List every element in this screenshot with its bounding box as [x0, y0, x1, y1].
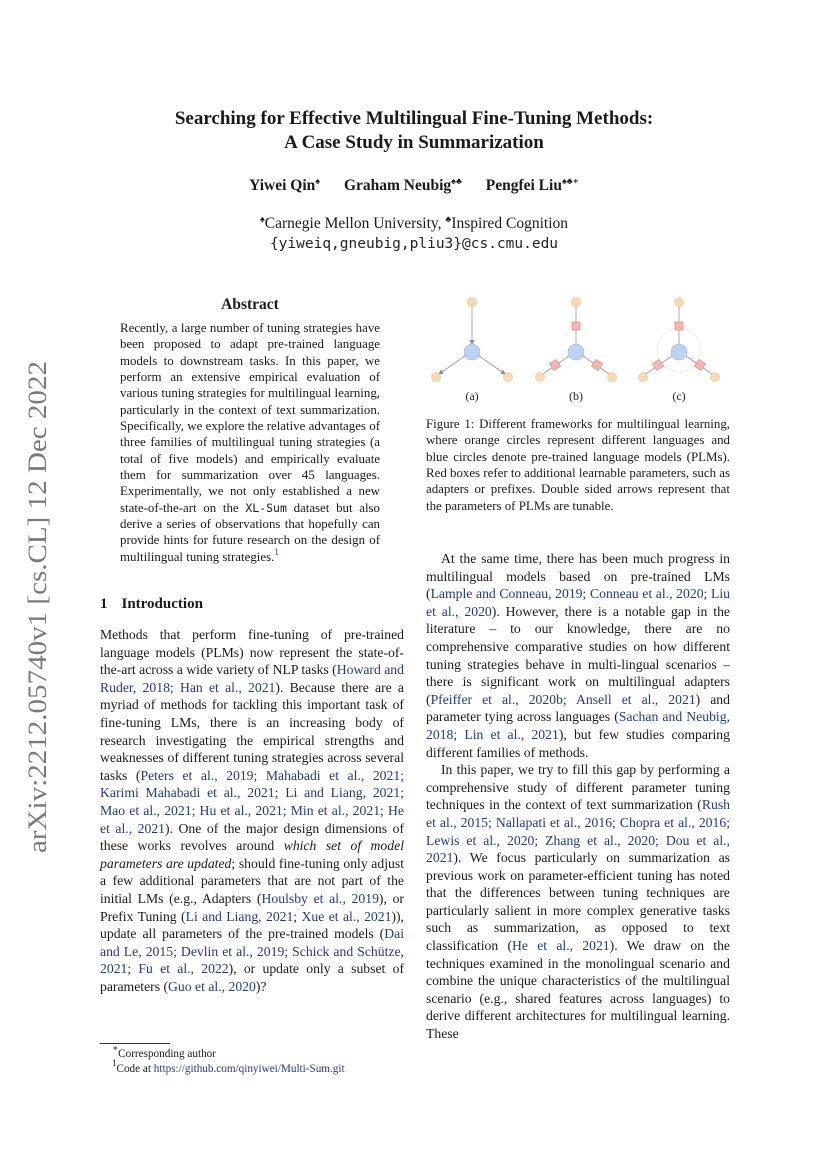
right-column-text: [426, 550, 730, 1043]
footnotes: [100, 1043, 404, 1077]
section-number: 1: [100, 596, 108, 612]
paragraph: At the same time, there has been much progress in multilingual models based on pre-trained LMs (Lample and Conneau, 2019; Conneau et al., 2020; Liu et al., 2020). However, there is a notable gap in the literature – to our knowledge, there are no comprehensive comparative studies on how different tuning strategies behave in multi-lingual scenarios – there is significant work on multilingual adapters (Pfeiffer et al., 2020b; Ansell et al., 2021) and parameter tying across languages (Sachan and Neubig, 2018; Lin et al., 2021), but few studies comparing different families of methods.: [426, 551, 730, 760]
language-node: [504, 373, 513, 382]
citation-link[interactable]: Pfeiffer et al., 2020b; Ansell et al., 2021: [430, 691, 696, 707]
language-node: [432, 373, 441, 382]
plm-node: [464, 344, 480, 360]
paper-title: [100, 107, 728, 155]
subfigure-label: (b): [569, 389, 583, 403]
framework-b: [536, 298, 617, 382]
citation-link[interactable]: He et al., 2021: [512, 938, 610, 954]
subfigure-label: (a): [465, 389, 479, 403]
edge: [439, 356, 465, 374]
abstract-text: Recently, a large number of tuning strategies have been proposed to adapt pre-trained language models to downstream tasks. In this paper, we perform an extensive empirical evaluation of various tuning strategies for multilingual learning, particularly in the context of text summarization. Specifically, we explore the relative advantages of three families of multilingual tuning strategies (a total of five models) and empirically evaluate them for summarization over 45 languages. Experimentally, we not only established a new state-of-the-art on the XL-Sum dataset but also derive a series of observations that hopefully can provide hints for future research on the design of multilingual tuning strategies.$^1$: [120, 321, 380, 564]
language-node: [468, 298, 477, 307]
section-title: Introduction: [121, 596, 203, 612]
author: Yiwei Qin♠: [249, 176, 321, 194]
title-line-1: Searching for Effective Multilingual Fine-Tuning Methods:: [174, 108, 654, 129]
citation-link[interactable]: Guo et al., 2020: [168, 978, 256, 994]
author-list: [100, 177, 728, 195]
author-mark: ♠♣: [451, 176, 462, 186]
author-emails: {yiweiq,gneubig,pliu3}@cs.cmu.edu: [269, 236, 559, 252]
author: Graham Neubig♠♣: [343, 176, 462, 194]
author-mark: ♠♣∗: [561, 176, 579, 186]
arxiv-id: arXiv:2212.05740v1 [cs.CL] 12 Dec 2022: [23, 412, 52, 853]
section-heading: [100, 596, 203, 613]
parameter-box: [572, 322, 580, 330]
citation-link[interactable]: Li and Liang, 2021; Xue et al., 2021: [185, 908, 392, 924]
arxiv-stamp: [10, 355, 62, 855]
author-mark: ♠: [315, 176, 321, 186]
parameter-box: [694, 359, 705, 370]
figure-1: [426, 296, 730, 406]
figure-caption: Figure 1: Different frameworks for multilingual learning, where orange circles represent different languages and blue circles denote pre-trained language models (PLMs). Red boxes refer to additional learnable parameters, such as adapters or prefixes. Double sided arrows represent that the parameters of PLMs are tunable.: [426, 417, 730, 513]
framework-a: [432, 298, 513, 382]
framework-diagram: [426, 296, 730, 406]
language-node: [572, 298, 581, 307]
framework-c: [639, 298, 720, 382]
citation-link[interactable]: Lample and Conneau, 2019; Conneau et al., 2020; Liu et al., 2020: [426, 586, 730, 619]
footnote-ref[interactable]: 1: [274, 546, 279, 557]
paragraph: Methods that perform fine-tuning of pre-trained language models (PLMs) now represent the state-of-the-art across a wide variety of NLP tasks (Howard and Ruder, 2018; Han et al., 2021). Because there are a myriad of methods for tackling this important task of fine-tuning LMs, there is an increasing body of research investigating the empirical strengths and weaknesses of different tuning strategies across several tasks (Peters et al., 2019; Mahabadi et al., 2021; Karimi Mahabadi et al., 2021; Li and Liang, 2021; Mao et al., 2021; Hu et al., 2021; Min et al., 2021; He et al., 2021). One of the major design dimensions of these works revolves around which set of model parameters are updated; should fine-tuning only adjust a few additional parameters that are not part of the initial LMs (e.g., Adapters (Houlsby et al., 2019), or Prefix Tuning (Li and Liang, 2021; Xue et al., 2021)), update all parameters of the pre-trained models (Dai and Le, 2015; Devlin et al., 2019; Schick and Schütze, 2021; Fu et al., 2022), or update only a subset of parameters (Guo et al., 2020)?: [100, 627, 405, 994]
language-node: [608, 373, 617, 382]
subfigure-label: (c): [672, 389, 686, 403]
parameter-box: [652, 359, 663, 370]
parameter-box: [591, 359, 602, 370]
language-node: [675, 298, 684, 307]
language-node: [711, 373, 720, 382]
footnote: $^1$Code at https://github.com/qinyiwei/Multi-Sum.git: [112, 1058, 345, 1075]
author: Pengfei Liu♠♣∗: [485, 176, 579, 194]
emphasis: which set of model parameters are updated: [100, 838, 404, 871]
language-node: [536, 373, 545, 382]
edge: [479, 356, 505, 374]
citation-link[interactable]: Dai and Le, 2015; Devlin et al., 2019; Schick and Schütze, 2021; Fu et al., 2022: [100, 926, 404, 977]
affiliation-line: ♠Carnegie Mellon University, ♣Inspired Cognition: [259, 214, 569, 232]
footnote-rule: [100, 1043, 170, 1044]
language-node: [639, 373, 648, 382]
paragraph: In this paper, we try to fill this gap by performing a comprehensive study of different parameter tuning techniques in the context of text summarization (Rush et al., 2015; Nallapati et al., 2016; Chopra et al., 2016; Lewis et al., 2020; Zhang et al., 2020; Dou et al., 2021). We focus particularly on summarization as previous work on parameter-efficient tuning has noted that the differences between tuning techniques are particularly salient in more complex generative tasks such as summarization, as opposed to text classification (He et al., 2021). We draw on the techniques examined in the monolingual scenario and combine the unique characteristics of the multilingual scenario (e.g., shared features across languages) to derive different architectures for multilingual learning. These: [426, 762, 730, 1042]
citation-link[interactable]: Houlsby et al., 2019: [261, 890, 379, 906]
citation-link[interactable]: Howard and Ruder, 2018; Han et al., 2021: [100, 662, 404, 695]
plm-node: [568, 344, 584, 360]
footnote: ∗Corresponding author: [112, 1043, 216, 1060]
arxiv-stamp-svg: [10, 355, 62, 855]
left-column-text: [100, 626, 404, 995]
citation-link[interactable]: Rush et al., 2015; Nallapati et al., 2016; Chopra et al., 2016; Lewis et al., 2020; Zhang et al., 2020; Dou et al., 2021: [426, 797, 730, 866]
code-url-link[interactable]: https://github.com/qinyiwei/Multi-Sum.git: [153, 1063, 345, 1075]
title-line-2: A Case Study in Summarization: [284, 132, 544, 153]
affiliations: [100, 214, 728, 254]
parameter-box: [549, 359, 560, 370]
abstract-heading: Abstract: [221, 296, 279, 313]
plm-node: [671, 344, 687, 360]
citation-link[interactable]: Peters et al., 2019; Mahabadi et al., 2021; Karimi Mahabadi et al., 2021; Li and Liang, 2021; Mao et al., 2021; Hu et al., 2021; Min et al., 2021; He et al., 2021: [100, 767, 404, 836]
parameter-box: [675, 322, 683, 330]
dataset-name: XL-Sum: [245, 500, 287, 515]
citation-link[interactable]: Sachan and Neubig, 2018; Lin et al., 2021: [426, 709, 730, 742]
